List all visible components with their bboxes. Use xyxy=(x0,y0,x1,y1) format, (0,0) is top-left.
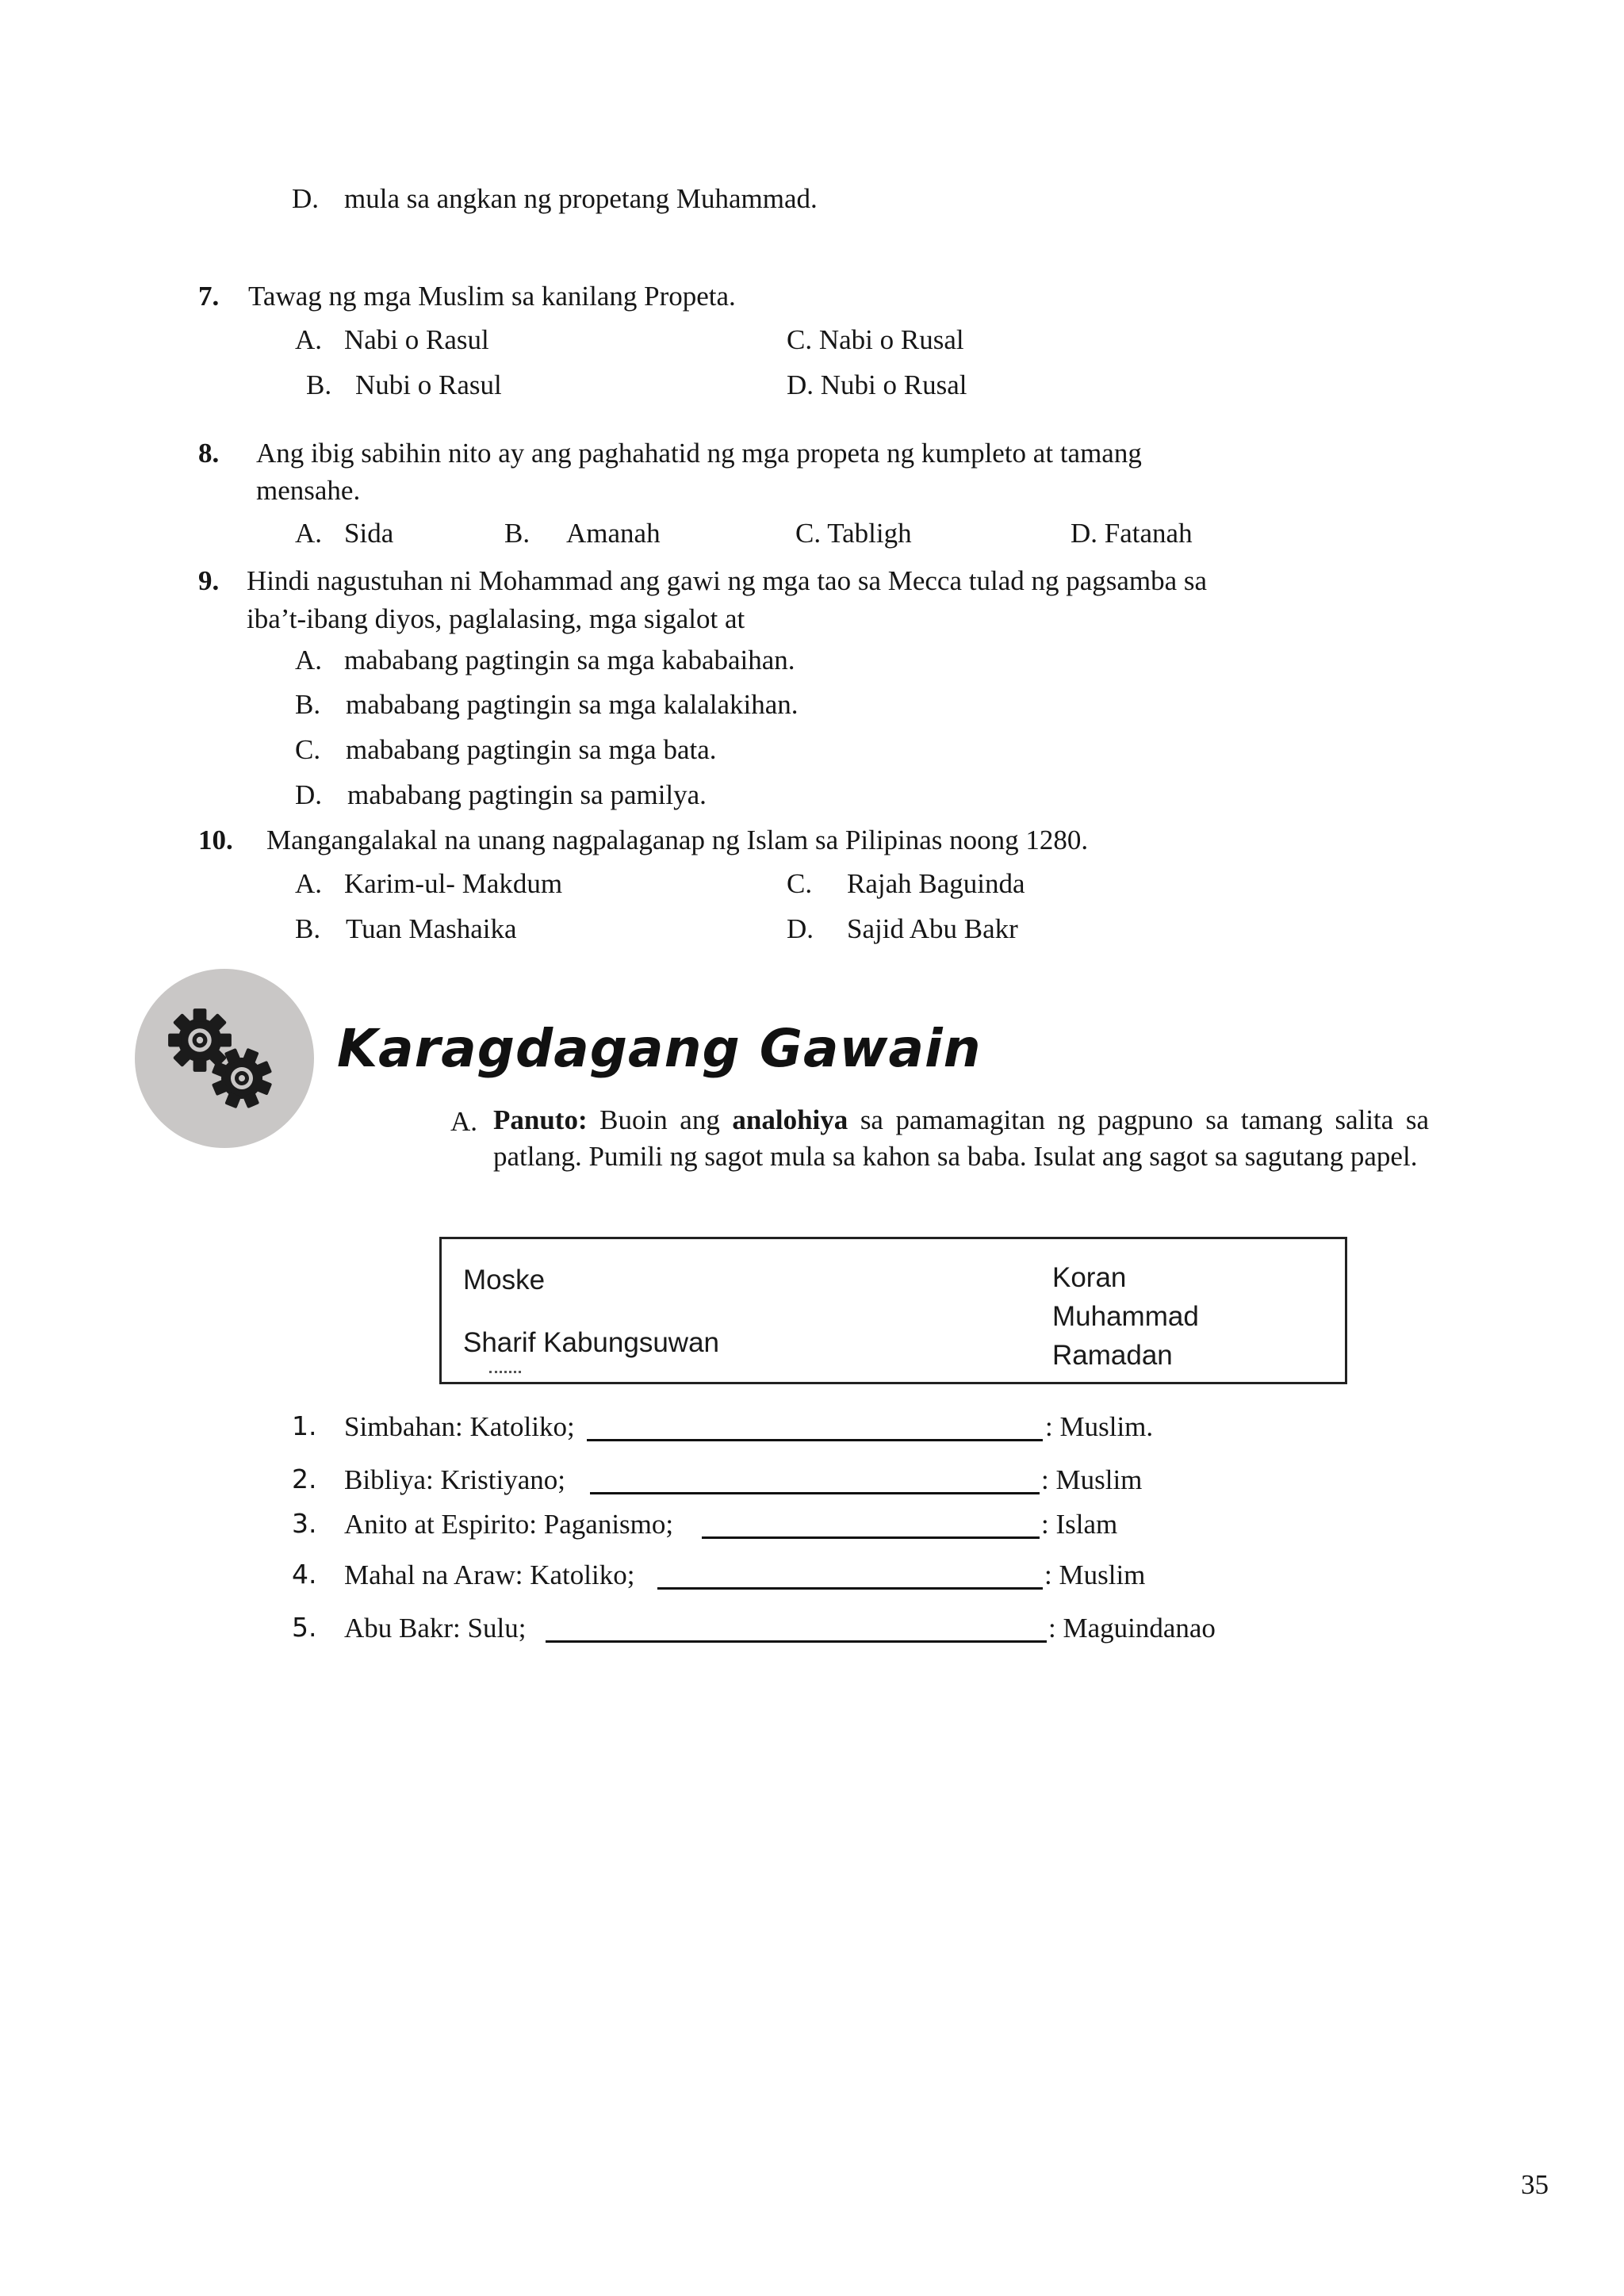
option-letter: B. xyxy=(504,518,530,549)
item-number: 4. xyxy=(292,1559,317,1590)
option-letter: C. xyxy=(787,868,813,899)
word-bank-item: Muhammad xyxy=(1052,1301,1199,1332)
option-letter: B. xyxy=(306,369,332,400)
question-stem-line-2: iba’t-ibang diyos, paglalasing, mga sigalot at xyxy=(247,603,745,634)
answer-blank[interactable] xyxy=(657,1587,1043,1590)
question-number: 10. xyxy=(198,825,233,855)
option-text: C. Nabi o Rusal xyxy=(787,324,964,355)
item-right-text: : Muslim xyxy=(1044,1559,1146,1590)
option-text: mababang pagtingin sa mga kababaihan. xyxy=(344,645,795,675)
instructions-body xyxy=(493,1102,1429,1175)
item-right-text: : Muslim xyxy=(1041,1464,1143,1495)
answer-blank[interactable] xyxy=(702,1536,1040,1539)
answer-blank[interactable] xyxy=(590,1492,1040,1494)
instructions-keyword: analohiya xyxy=(732,1104,848,1135)
option-text: D. Fatanah xyxy=(1071,518,1193,549)
word-bank-item: Moske xyxy=(463,1265,546,1295)
item-number: 3. xyxy=(292,1508,317,1539)
option-text: D. Nubi o Rusal xyxy=(787,369,967,400)
option-letter: D. xyxy=(787,913,814,944)
option-text: Tuan Mashaika xyxy=(346,913,517,944)
item-left-text: Anito at Espirito: Paganismo; xyxy=(344,1509,674,1540)
item-number: 1. xyxy=(292,1410,317,1441)
option-text: mababang pagtingin sa mga bata. xyxy=(346,734,717,765)
item-left-text: Abu Bakr: Sulu; xyxy=(344,1613,527,1644)
option-text: mababang pagtingin sa pamilya. xyxy=(347,779,707,810)
option-text: C. Tabligh xyxy=(795,518,912,549)
option-text: Sajid Abu Bakr xyxy=(847,913,1018,944)
option-letter: A. xyxy=(295,518,323,549)
option-letter: A. xyxy=(295,645,323,675)
question-number: 9. xyxy=(198,565,220,596)
question-stem-line-1: Hindi nagustuhan ni Mohammad ang gawi ng mga tao sa Mecca tulad ng pagsamba sa xyxy=(247,565,1208,596)
word-bank-box xyxy=(439,1237,1347,1384)
item-left-text: Mahal na Araw: Katoliko; xyxy=(344,1559,635,1590)
item-right-text: : Maguindanao xyxy=(1048,1613,1216,1644)
item-number: 2. xyxy=(292,1464,317,1494)
answer-blank[interactable] xyxy=(546,1640,1047,1643)
question-stem-line-2: mensahe. xyxy=(256,475,361,506)
option-letter: C. xyxy=(295,734,321,765)
option-text: mababang pagtingin sa mga kalalakihan. xyxy=(346,689,799,720)
answer-blank[interactable] xyxy=(587,1439,1043,1441)
question-number: 8. xyxy=(198,438,220,469)
page-number: 35 xyxy=(1521,2169,1549,2200)
option-letter: D. xyxy=(295,779,323,810)
instructions-text: Buoin ang xyxy=(599,1104,720,1135)
question-stem: Mangangalakal na unang nagpalaganap ng Islam sa Pilipinas noong 1280. xyxy=(266,825,1089,855)
item-right-text: : Islam xyxy=(1041,1509,1118,1540)
option-letter: D. xyxy=(292,183,320,214)
question-number: 7. xyxy=(198,281,220,312)
question-stem: Tawag ng mga Muslim sa kanilang Propeta. xyxy=(248,281,736,312)
option-letter: B. xyxy=(295,689,321,720)
word-bank-item: Koran xyxy=(1052,1262,1127,1293)
instructions-text: sa pamamagitan ng pagpuno sa tamang salita sa patlang. Pumili ng sagot mula sa kahon sa baba. Isulat ang sagot sa sagutang papel. xyxy=(493,1104,1430,1172)
option-text: Rajah Baguinda xyxy=(847,868,1025,899)
option-text: Sida xyxy=(344,518,394,549)
word-bank-item: Ramadan xyxy=(1052,1340,1173,1371)
option-text: Amanah xyxy=(566,518,661,549)
option-letter: A. xyxy=(295,324,323,355)
option-letter: B. xyxy=(295,913,321,944)
clipped-text-fragment xyxy=(489,1371,521,1378)
item-number: 5. xyxy=(292,1612,317,1643)
section-title: Karagdagang Gawain xyxy=(337,1018,982,1079)
item-right-text: : Muslim. xyxy=(1045,1411,1154,1442)
panuto-label: Panuto: xyxy=(493,1104,588,1135)
option-text: Nubi o Rasul xyxy=(355,369,502,400)
gears-icon xyxy=(135,969,314,1148)
question-stem-line-1: Ang ibig sabihin nito ay ang paghahatid ng mga propeta ng kumpleto at tamang xyxy=(256,438,1142,469)
option-text: Karim-ul- Makdum xyxy=(344,868,563,899)
item-left-text: Simbahan: Katoliko; xyxy=(344,1411,575,1442)
item-left-text: Bibliya: Kristiyano; xyxy=(344,1464,566,1495)
option-letter: A. xyxy=(295,868,323,899)
option-text: Nabi o Rasul xyxy=(344,324,489,355)
instructions-prefix: A. xyxy=(450,1106,478,1137)
word-bank-item: Sharif Kabungsuwan xyxy=(463,1327,719,1358)
option-text: mula sa angkan ng propetang Muhammad. xyxy=(344,183,818,214)
